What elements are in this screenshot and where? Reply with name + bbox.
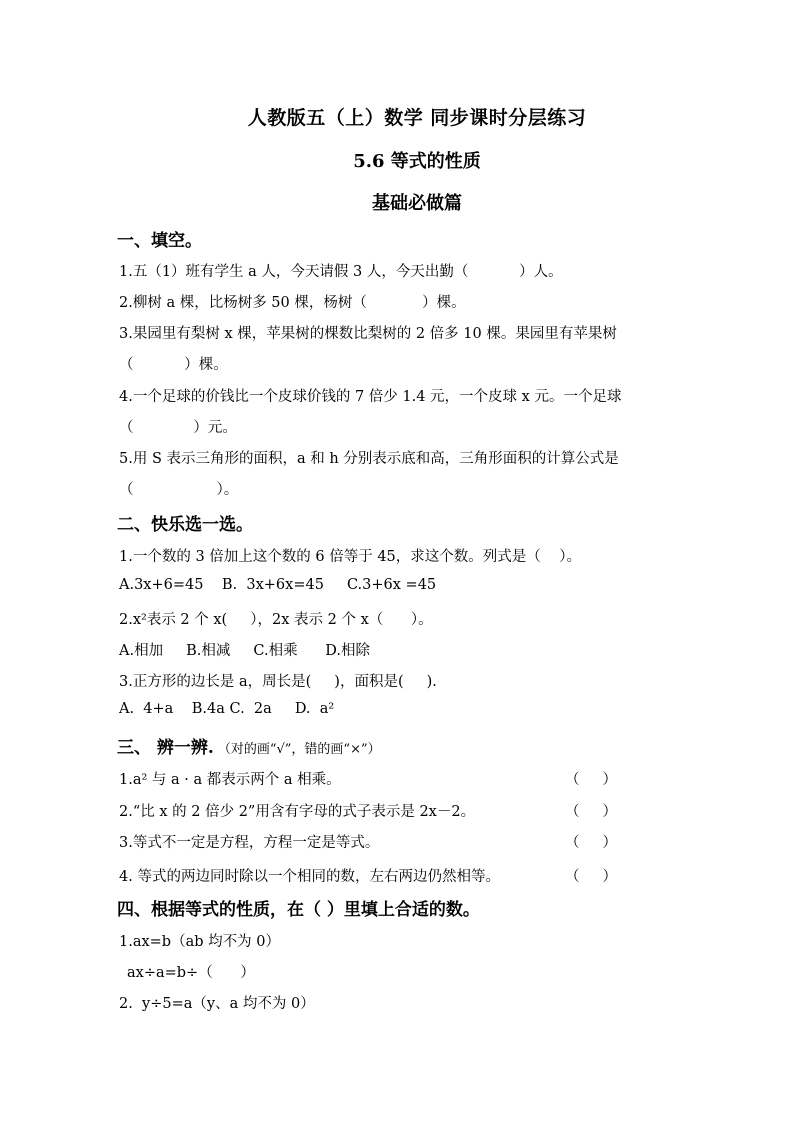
s2-question-3-options: A. 4+a B.4a C. 2a D. a² [119, 701, 335, 717]
s3-answer-4[interactable]: （ ） [565, 869, 618, 885]
s1-question-3-blank: （ ）棵。 [119, 357, 228, 373]
s3-statement-4: 4. 等式的两边同时除以一个相同的数，左右两边仍然相等。 [119, 869, 500, 885]
level-title: 基础必做篇 [372, 193, 462, 214]
s2-question-1: 1.一个数的 3 倍加上这个数的 6 倍等于 45，求这个数。列式是（ ）。 [119, 549, 581, 565]
section-3-title: 三、 辨一辨. [117, 738, 214, 758]
s2-question-1-options: A.3x+6=45 B. 3x+6x=45 C.3+6x =45 [119, 577, 437, 593]
s3-answer-1[interactable]: （ ） [565, 772, 618, 788]
s2-question-3: 3.正方形的边长是 a，周长是( )，面积是( ). [119, 674, 437, 690]
s4-question-2: 2. y÷5=a（y、a 均不为 0） [119, 996, 315, 1012]
lesson-title: 5.6 等式的性质 [353, 151, 481, 172]
s3-answer-3[interactable]: （ ） [565, 835, 618, 851]
s3-answer-2[interactable]: （ ） [565, 804, 618, 820]
section-3-note: （对的画“√”，错的画“×”） [217, 742, 381, 757]
s3-statement-2: 2.“比 x 的 2 倍少 2”用含有字母的式子表示是 2x－2。 [119, 804, 476, 820]
s1-question-4-blank: （ ）元。 [119, 420, 237, 436]
s3-statement-3: 3.等式不一定是方程，方程一定是等式。 [119, 835, 380, 851]
s2-question-2-options: A.相加 B.相减 C.相乘 D.相除 [119, 643, 370, 659]
section-3-heading [117, 733, 381, 758]
s1-question-4: 4.一个足球的价钱比一个皮球价钱的 7 倍少 1.4 元，一个皮球 x 元。一个足球 [119, 389, 622, 405]
section-2-heading: 二、快乐选一选。 [117, 515, 253, 535]
s1-question-1: 1.五（1）班有学生 a 人，今天请假 3 人，今天出勤（ ）人。 [119, 264, 563, 280]
section-4-heading: 四、根据等式的性质，在（ ）里填上合适的数。 [117, 900, 480, 920]
s1-question-5: 5.用 S 表示三角形的面积，a 和 h 分别表示底和高，三角形面积的计算公式是 [119, 451, 619, 467]
section-1-heading: 一、填空。 [117, 231, 202, 251]
worksheet-title: 人教版五（上）数学 同步课时分层练习 [247, 107, 587, 129]
s4-question-1-equation: ax÷a=b÷（ ） [127, 965, 255, 981]
s2-question-2: 2.x²表示 2 个 x( ），2x 表示 2 个 x（ ）。 [119, 612, 433, 628]
s1-question-5-blank: （ ）。 [119, 482, 239, 498]
s1-question-2: 2.柳树 a 棵，比杨树多 50 棵，杨树（ ）棵。 [119, 295, 466, 311]
s1-question-3: 3.果园里有梨树 x 棵，苹果树的棵数比梨树的 2 倍多 10 棵。果园里有苹果树 [119, 326, 617, 342]
s3-statement-1: 1.a² 与 a · a 都表示两个 a 相乘。 [119, 772, 341, 788]
s4-question-1: 1.ax=b（ab 均不为 0） [119, 934, 280, 950]
